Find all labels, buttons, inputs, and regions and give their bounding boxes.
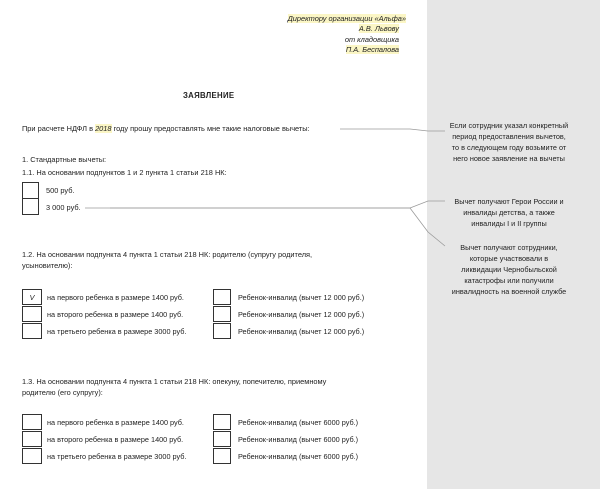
section-1-2-row2-right: Ребенок-инвалид (вычет 12 000 руб.) [238,309,365,319]
sender-position: от кладовщика [344,35,399,44]
checkbox-12-row3[interactable] [22,323,42,339]
addressee-line [288,14,406,23]
tax-year: 2018 [95,124,112,133]
addressee-org: «Альфа» [374,14,406,23]
note-heroes: Вычет получают Герои России и инвалиды детства, а также инвалиды I и II группы [454,197,564,228]
document-title: ЗАЯВЛЕНИЕ [183,91,235,100]
intro-text: При расчете НДФЛ в 2018 году прошу предоставлять мне такие налоговые вычеты: [22,124,310,133]
section-1-3-row2-right: Ребенок-инвалид (вычет 6000 руб.) [238,434,359,444]
section-1-2-row1-right: Ребенок-инвалид (вычет 12 000 руб.) [238,292,365,302]
section-1-3-row1-right: Ребенок-инвалид (вычет 6000 руб.) [238,417,359,427]
checkbox-13-row2[interactable] [22,431,42,447]
connector-note-2 [85,201,445,208]
note-period: Если сотрудник указал конкретный период предоставления вычетов, то в следующем году возьмите от него новое заявление на вычеты [449,121,569,163]
note-chernobyl: Вычет получают сотрудники, которые участвовали в ликвидации Чернобыльской катастрофы или получили инвалидность на военной службе [451,243,567,296]
section-1-2-row3-left: на третьего ребенка в размере 3000 руб. [47,326,187,336]
option-3000-label: 3 000 руб. [46,203,81,212]
section-1-1-title: 1.1. На основании подпунктов 1 и 2 пункта 1 статьи 218 НК: [22,168,227,177]
connector-note-3 [110,208,445,246]
checkbox-12-row1-disabled[interactable] [213,289,231,305]
section-1-3-row2-left: на второго ребенка в размере 1400 руб. [47,434,184,444]
addressee-name: А.В. Львову [358,24,399,33]
checkbox-12-row2[interactable] [22,306,42,322]
checkbox-13-row1-disabled[interactable] [213,414,231,430]
checkbox-13-row2-disabled[interactable] [213,431,231,447]
section-1-3-row3-left: на третьего ребенка в размере 3000 руб. [47,451,187,461]
checkbox-500[interactable] [22,182,39,199]
checkbox-13-row1[interactable] [22,414,42,430]
section-1-3-row1-left: на первого ребенка в размере 1400 руб. [47,417,184,427]
section-1-2-title-line1: 1.2. На основании подпункта 4 пункта 1 статьи 218 НК: родителю (супругу родителя, [22,250,313,259]
section-1-2-row2-left: на второго ребенка в размере 1400 руб. [47,309,184,319]
checkbox-13-row3[interactable] [22,448,42,464]
checkbox-13-row3-disabled[interactable] [213,448,231,464]
option-500-label: 500 руб. [46,186,75,195]
section-1-3-title-line2: родителю (его супругу): [22,388,103,397]
section-1-2-title-line2: усыновителю): [22,261,73,270]
section-1-3-title-line1: 1.3. На основании подпункта 4 пункта 1 статьи 218 НК: опекуну, попечителю, приемному [22,377,327,386]
sender-name: П.А. Беспалова [345,45,399,54]
section-1-title: 1. Стандартные вычеты: [22,155,107,164]
connector-note-1 [340,129,445,131]
section-1-2-row3-right: Ребенок-инвалид (вычет 12 000 руб.) [238,326,365,336]
checkbox-12-row3-disabled[interactable] [213,323,231,339]
section-1-2-row1-left: на первого ребенка в размере 1400 руб. [47,292,184,302]
checkbox-12-row1[interactable]: V [22,289,42,305]
checkbox-3000[interactable] [22,198,39,215]
checkbox-12-row2-disabled[interactable] [213,306,231,322]
section-1-3-row3-right: Ребенок-инвалид (вычет 6000 руб.) [238,451,359,461]
addressee-position: Директору организации [287,14,375,23]
